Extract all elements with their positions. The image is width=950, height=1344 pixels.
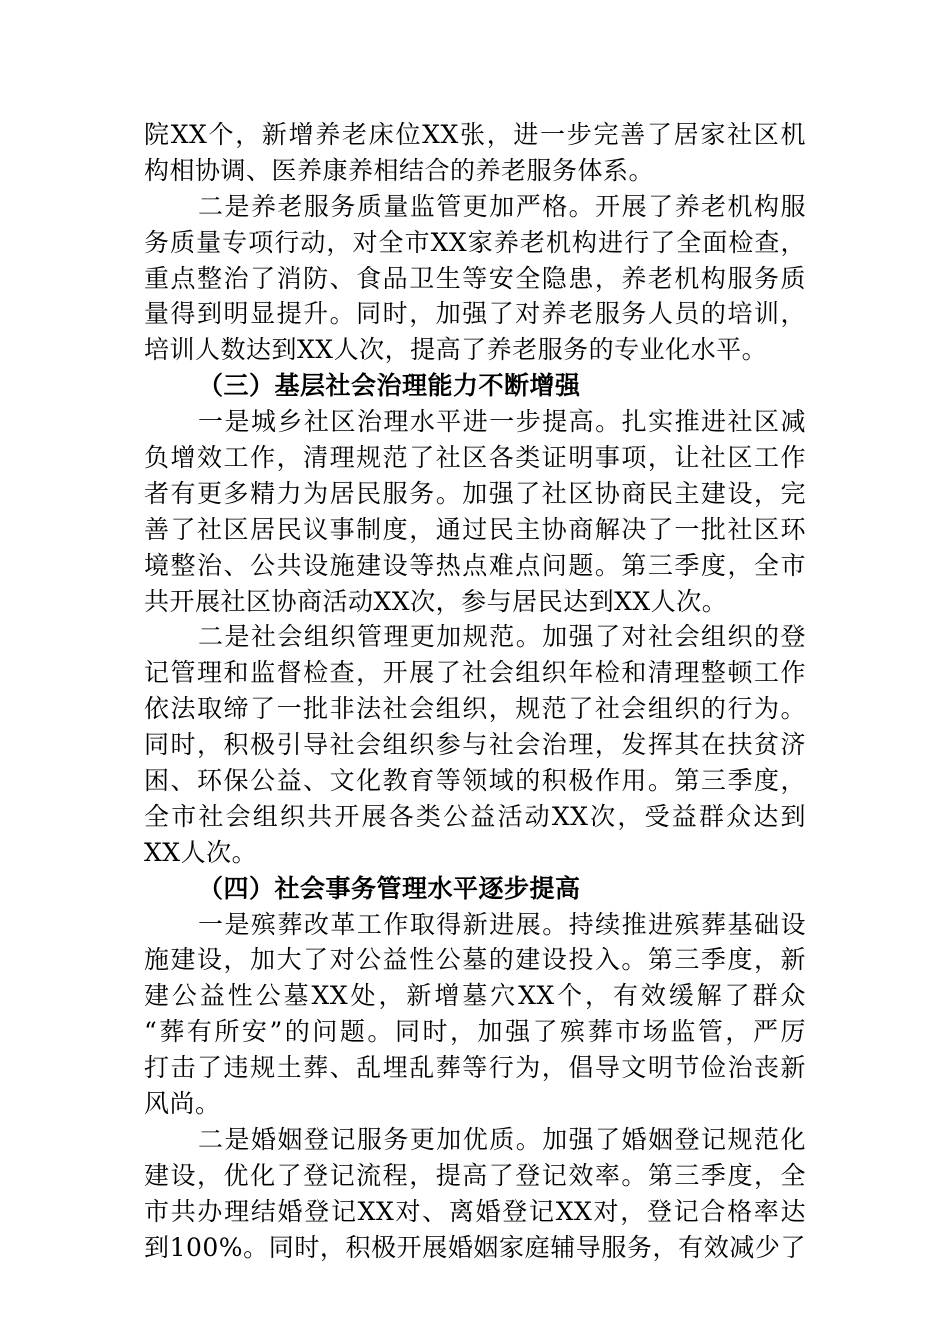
body-line: 二是社会组织管理更加规范。加强了对社会组织的登 — [198, 622, 806, 652]
body-line: 一是殡葬改革工作取得新进展。持续推进殡葬基础设 — [198, 909, 806, 939]
body-line: 院XX个，新增养老床位XX张，进一步完善了居家社区机 — [144, 120, 806, 149]
body-line: 全市社会组织共开展各类公益活动XX次，受益群众达到 — [144, 801, 806, 831]
body-line: 打击了违规土葬、乱埋乱葬等行为，倡导文明节俭治丧新 — [144, 1053, 806, 1083]
body-line: 施建设，加大了对公益性公墓的建设投入。第三季度，新 — [144, 945, 806, 975]
body-line: 共开展社区协商活动XX次，参与居民达到XX人次。 — [144, 586, 728, 616]
body-line: 构相协调、医养康养相结合的养老服务体系。 — [144, 155, 655, 185]
body-line: 到100%。同时，积极开展婚姻家庭辅导服务，有效减少了 — [144, 1232, 806, 1262]
body-line: 善了社区居民议事制度，通过民主协商解决了一批社区环 — [144, 514, 806, 544]
body-line: 者有更多精力为居民服务。加强了社区协商民主建设，完 — [144, 478, 806, 508]
body-line: 市共办理结婚登记XX对、离婚登记XX对，登记合格率达 — [144, 1196, 806, 1226]
body-line: 二是养老服务质量监管更加严格。开展了养老机构服 — [198, 191, 806, 221]
body-line: 风尚。 — [144, 1089, 221, 1119]
body-line: 困、环保公益、文化教育等领域的积极作用。第三季度， — [144, 766, 806, 796]
body-line: 记管理和监督检查，开展了社会组织年检和清理整顿工作 — [144, 658, 806, 688]
section-heading: （三）基层社会治理能力不断增强 — [198, 371, 581, 401]
body-line: 建设，优化了登记流程，提高了登记效率。第三季度，全 — [144, 1160, 806, 1190]
body-line: “葬有所安”的问题。同时，加强了殡葬市场监管，严厉 — [144, 1017, 806, 1047]
body-line: 负增效工作，清理规范了社区各类证明事项，让社区工作 — [144, 443, 806, 473]
body-line: 建公益性公墓XX处，新增墓穴XX个，有效缓解了群众 — [144, 981, 806, 1011]
body-line: XX人次。 — [144, 837, 258, 867]
body-line: 量得到明显提升。同时，加强了对养老服务人员的培训， — [144, 299, 806, 329]
body-line: 同时，积极引导社会组织参与社会治理，发挥其在扶贫济 — [144, 730, 806, 760]
body-line: 二是婚姻登记服务更加优质。加强了婚姻登记规范化 — [198, 1124, 806, 1154]
body-line: 重点整治了消防、食品卫生等安全隐患，养老机构服务质 — [144, 263, 806, 293]
body-line: 务质量专项行动，对全市XX家养老机构进行了全面检查， — [144, 227, 806, 257]
section-heading: （四）社会事务管理水平逐步提高 — [198, 873, 581, 903]
body-line: 依法取缔了一批非法社会组织，规范了社会组织的行为。 — [144, 694, 806, 724]
body-line: 境整治、公共设施建设等热点难点问题。第三季度，全市 — [144, 550, 806, 580]
body-line: 培训人数达到XX人次，提高了养老服务的专业化水平。 — [144, 335, 768, 365]
body-line: 一是城乡社区治理水平进一步提高。扎实推进社区减 — [198, 407, 806, 437]
